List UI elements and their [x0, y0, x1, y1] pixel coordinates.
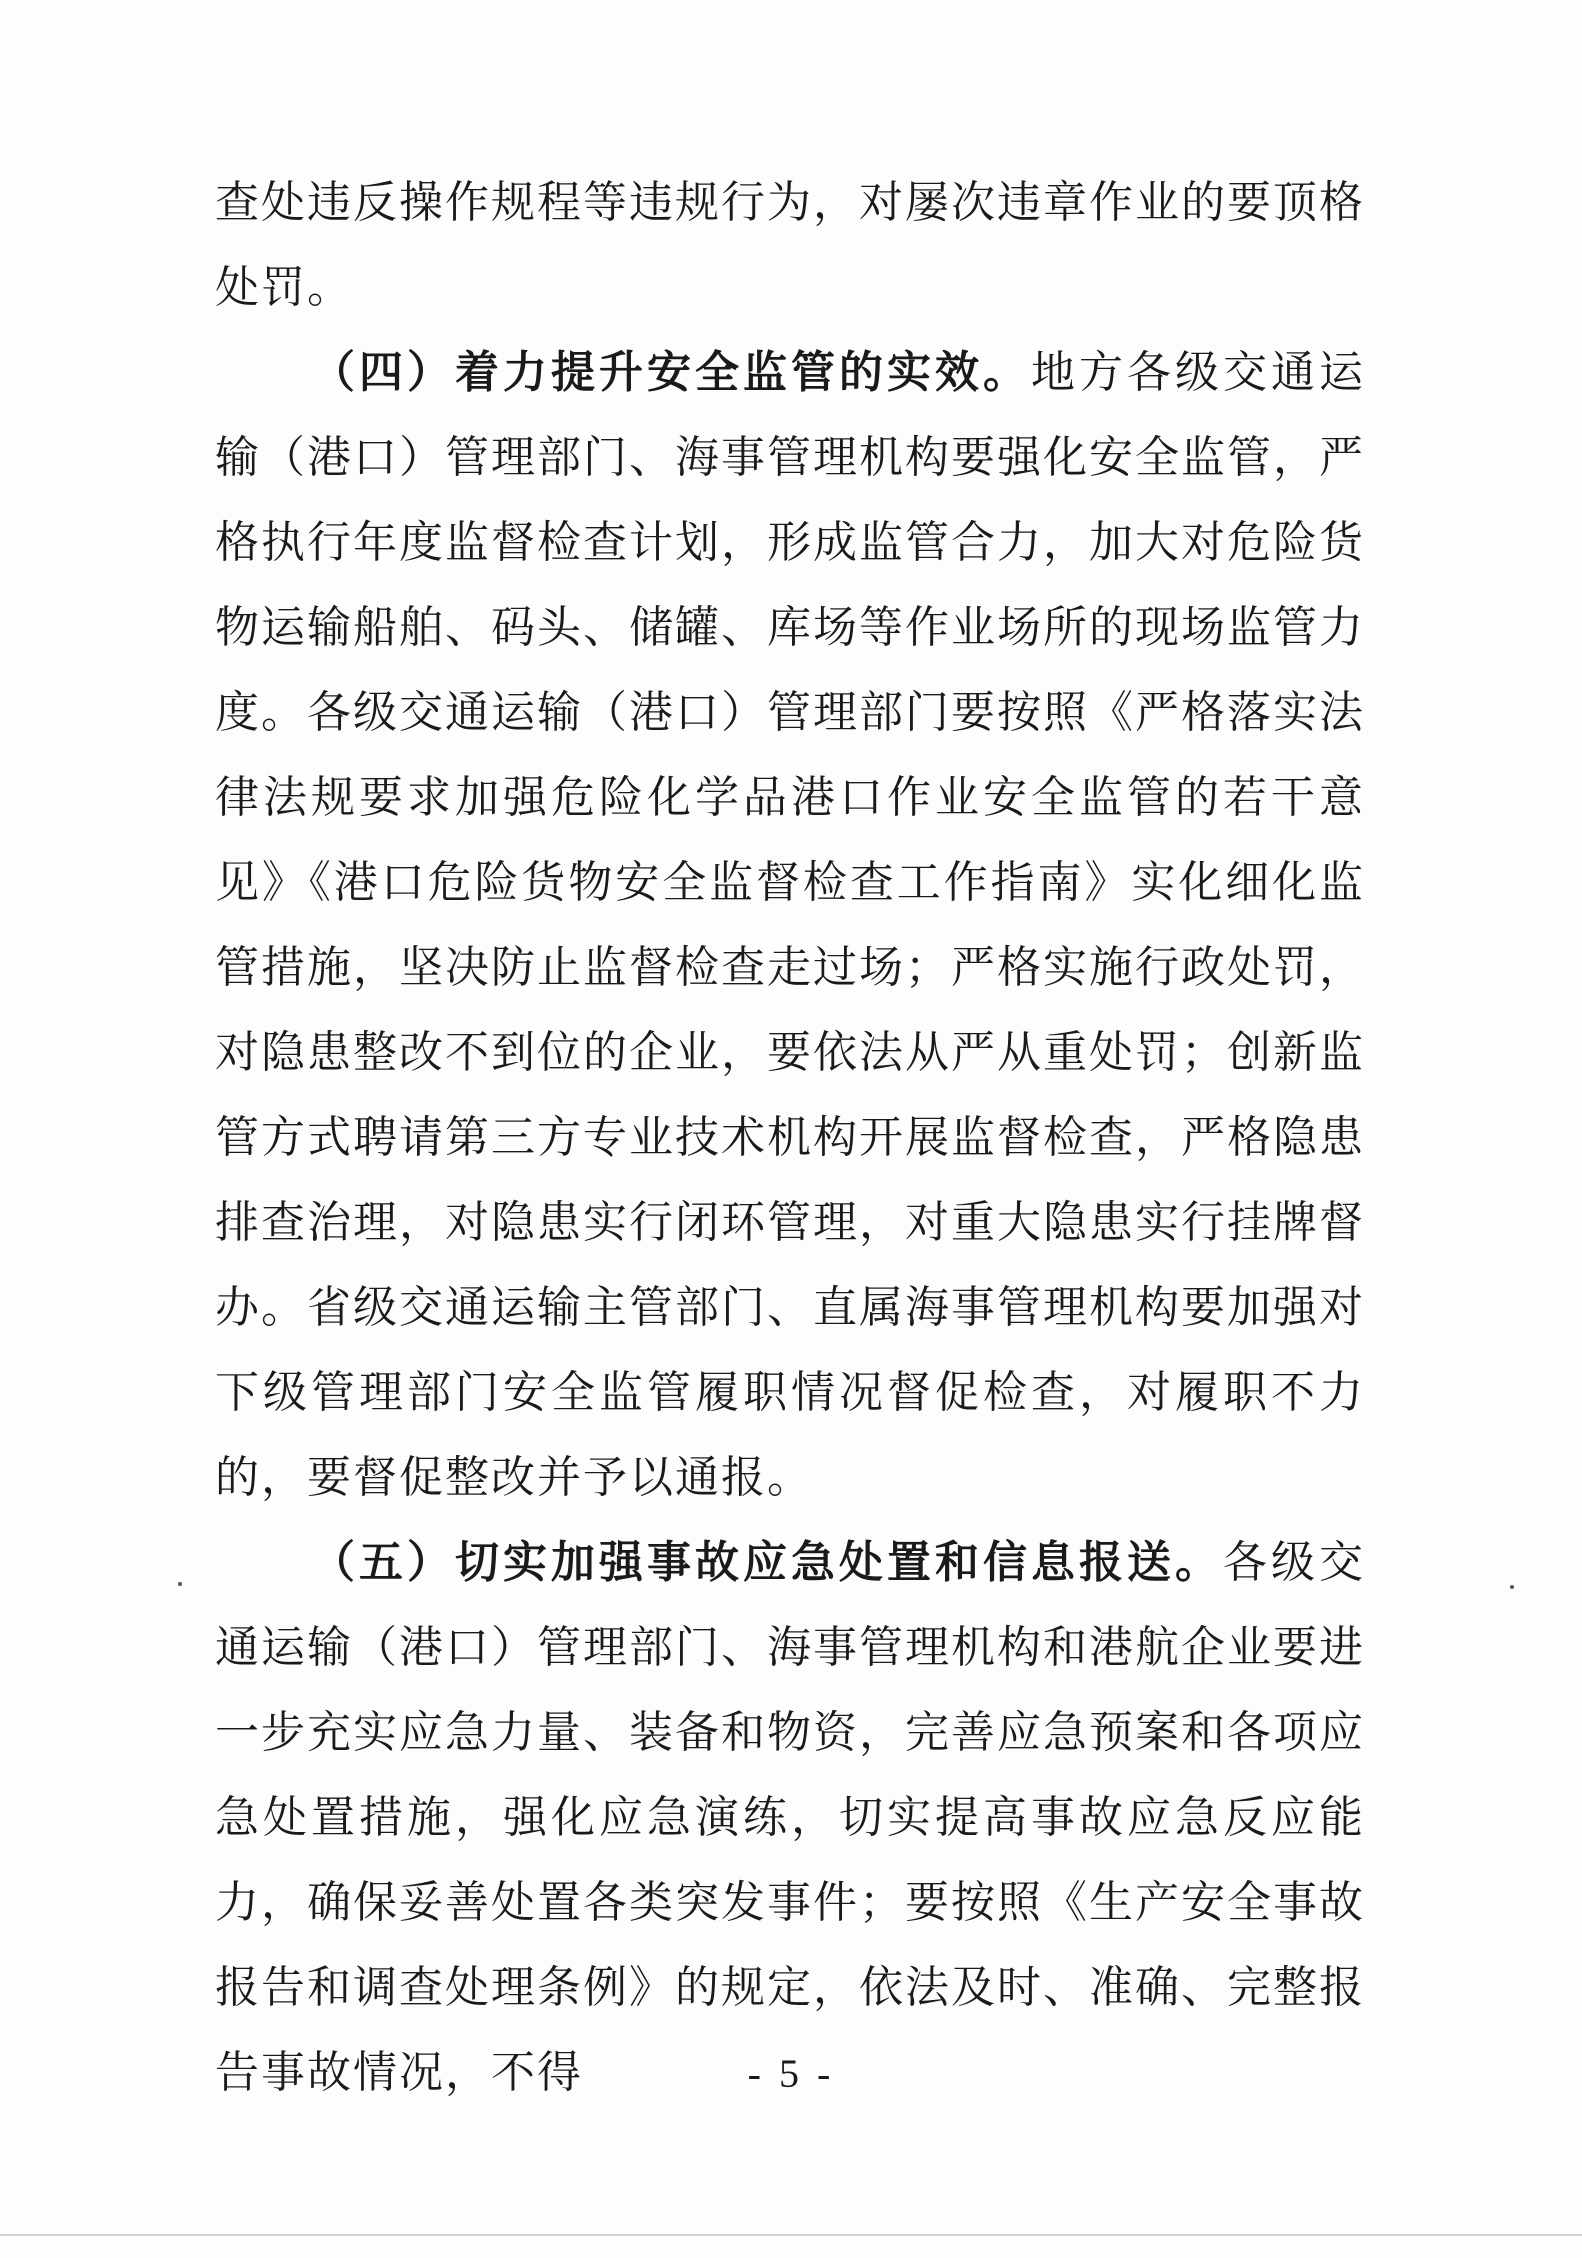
paragraph-continuation [215, 160, 1365, 330]
body-text [215, 160, 1365, 2115]
scan-speck [1510, 1585, 1514, 1589]
scan-speck [178, 1582, 182, 1586]
paragraph-section-five [215, 1520, 1365, 2115]
paragraph-text: 地方各级交通运输（港口）管理部门、海事管理机构要强化安全监管，严格执行年度监督检查计划，形成监管合力，加大对危险货物运输船舶、码头、储罐、库场等作业场所的现场监管力度。各级交通运输（港口）管理部门要按照《严格落实法律法规要求加强危险化学品港口作业安全监管的若干意见》《港口危险货物安全监督检查工作指南》实化细化监管措施，坚决防止监督检查走过场；严格实施行政处罚，对隐患整改不到位的企业，要依法从严从重处罚；创新监管方式聘请第三方专业技术机构开展监督检查，严格隐患排查治理，对隐患实行闭环管理，对重大隐患实行挂牌督办。省级交通运输主管部门、直属海事管理机构要加强对下级管理部门安全监管履职情况督促检查，对履职不力的，要督促整改并予以通报。 [215, 347, 1365, 1503]
paragraph-text: 查处违反操作规程等违规行为，对屡次违章作业的要顶格处罚。 [215, 177, 1365, 313]
paragraph-section-four [215, 330, 1365, 1520]
section-heading-four: （四）着力提升安全监管的实效。 [311, 347, 1031, 398]
paragraph-text: 各级交通运输（港口）管理部门、海事管理机构和港航企业要进一步充实应急力量、装备和物资，完善应急预案和各项应急处置措施，强化应急演练，切实提高事故应急反应能力，确保妥善处置各类突发事件；要按照《生产安全事故报告和调查处理条例》的规定，依法及时、准确、完整报告事故情况，不得 [215, 1537, 1365, 2098]
section-heading-five: （五）切实加强事故应急处置和信息报送。 [311, 1537, 1223, 1588]
page-number: - 5 - [747, 2051, 835, 2096]
scan-edge-line [0, 2234, 1582, 2236]
